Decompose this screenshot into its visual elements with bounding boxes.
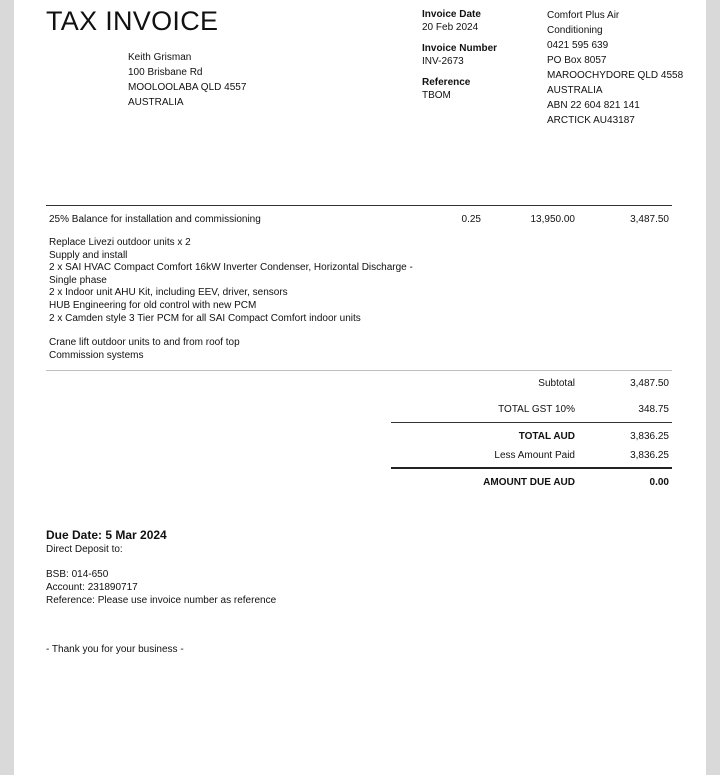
payment-reference: Reference: Please use invoice number as reference: [46, 595, 277, 606]
totals-rule: [391, 422, 672, 423]
detail-line: Replace Livezi outdoor units x 2: [49, 237, 191, 248]
gst-value: 348.75: [638, 404, 669, 415]
reference-label: Reference: [422, 77, 471, 88]
amount-due-value: 0.00: [649, 477, 669, 488]
detail-line: Crane lift outdoor units to and from roof top: [49, 337, 240, 348]
customer-address: [128, 50, 246, 110]
supplier-po-box: PO Box 8057: [547, 55, 607, 66]
line-item-description: 25% Balance for installation and commissioning: [49, 214, 261, 225]
line-item-quantity: 0.25: [461, 214, 481, 225]
payment-method: Direct Deposit to:: [46, 544, 123, 555]
reference-value: TBOM: [422, 90, 451, 101]
invoice-meta: [422, 8, 497, 102]
detail-line: Commission systems: [49, 349, 144, 361]
supplier-abn: ABN 22 604 821 141: [547, 100, 640, 111]
detail-line: 2 x Camden style 3 Tier PCM for all SAI Compact Comfort indoor units: [49, 312, 361, 324]
detail-line: Single phase: [49, 274, 107, 286]
customer-address-line1: 100 Brisbane Rd: [128, 67, 203, 78]
supplier-phone: 0421 595 639: [547, 40, 609, 51]
invoice-date-label: Invoice Date: [422, 9, 481, 20]
total-value: 3,836.25: [630, 431, 669, 442]
supplier-country: AUSTRALIA: [547, 85, 603, 96]
supplier-arctick: ARCTICK AU43187: [547, 115, 635, 126]
gst-label: TOTAL GST 10%: [498, 404, 575, 415]
subtotal-value: 3,487.50: [630, 378, 669, 389]
invoice-number-value: INV-2673: [422, 56, 464, 67]
table-top-rule: [46, 205, 672, 206]
due-date: Due Date: 5 Mar 2024: [46, 528, 167, 542]
invoice-date-value: 20 Feb 2024: [422, 22, 479, 33]
invoice-page: [14, 0, 706, 775]
line-item-details: [49, 237, 413, 325]
account-number: Account: 231890717: [46, 582, 138, 593]
document-title: TAX INVOICE: [46, 6, 219, 36]
supplier-details: [547, 8, 683, 128]
total-label: TOTAL AUD: [518, 431, 575, 442]
detail-line: Supply and install: [49, 249, 128, 261]
table-bottom-rule: [46, 370, 672, 371]
supplier-name-line2: Conditioning: [547, 25, 603, 36]
amount-due-label: AMOUNT DUE AUD: [483, 477, 575, 488]
subtotal-label: Subtotal: [538, 378, 575, 389]
supplier-city: MAROOCHYDORE QLD 4558: [547, 70, 684, 81]
amount-due-rule: [391, 467, 672, 469]
line-item-details-extra: [49, 337, 240, 362]
line-item-unit-price: 13,950.00: [530, 214, 575, 225]
bank-details: [46, 568, 276, 607]
amount-paid-value: 3,836.25: [630, 450, 669, 461]
supplier-name-line1: Comfort Plus Air: [547, 10, 620, 21]
amount-paid-label: Less Amount Paid: [494, 450, 575, 461]
line-item-amount: 3,487.50: [630, 214, 669, 225]
customer-address-line2: MOOLOOLABA QLD 4557: [128, 82, 247, 93]
customer-country: AUSTRALIA: [128, 97, 184, 108]
detail-line: 2 x SAI HVAC Compact Comfort 16kW Inverter Condenser, Horizontal Discharge -: [49, 262, 413, 274]
thank-you-note: - Thank you for your business -: [46, 644, 184, 655]
customer-name: Keith Grisman: [128, 52, 192, 63]
detail-line: 2 x Indoor unit AHU Kit, including EEV, driver, sensors: [49, 287, 288, 299]
invoice-number-label: Invoice Number: [422, 43, 498, 54]
bsb: BSB: 014-650: [46, 569, 109, 580]
detail-line: HUB Engineering for old control with new PCM: [49, 299, 257, 311]
